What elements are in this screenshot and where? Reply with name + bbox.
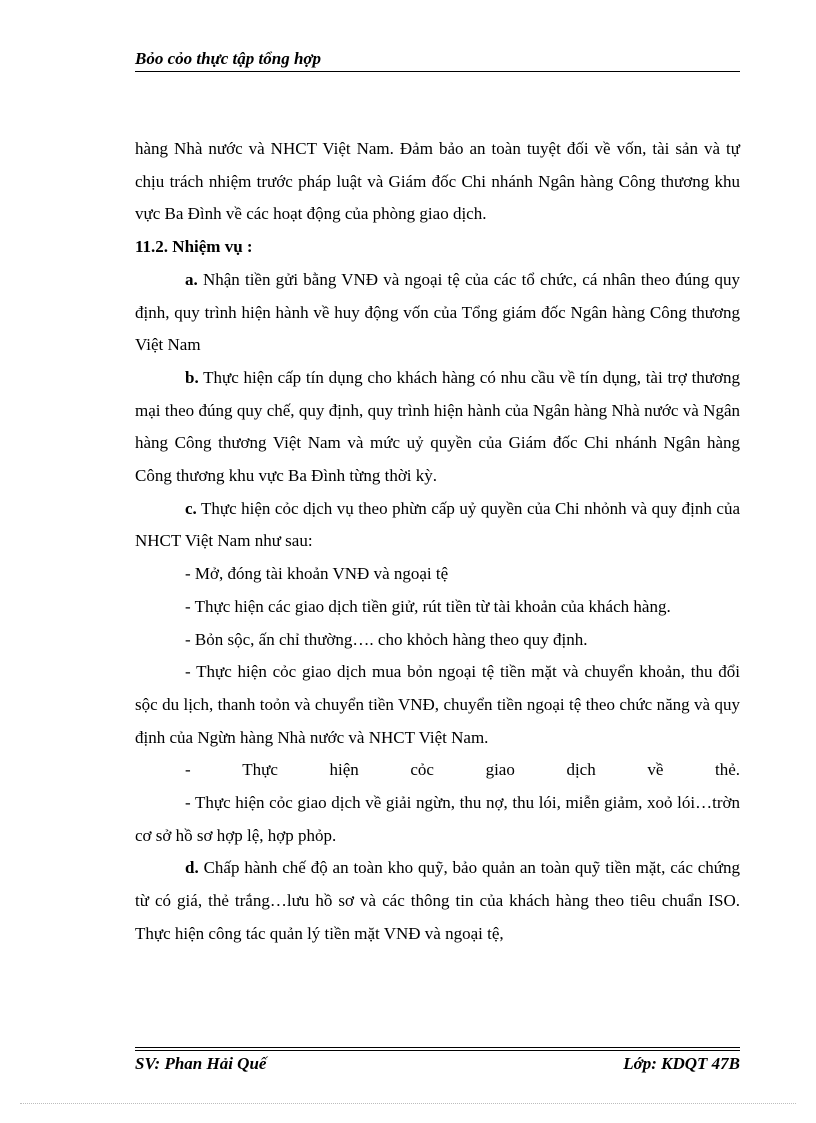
footer-rule-double [135, 1050, 740, 1051]
header-title: Bỏo cỏo thực tập tổng hợp [135, 49, 322, 68]
label-a: a. [185, 269, 198, 289]
footer-row [135, 1053, 740, 1075]
header-rule [135, 71, 740, 72]
list-item: - Thực hiện cỏc giao dịch mua bỏn ngoại tệ tiền mặt và chuyển khoản, thu đổi sộc du lịch, thanh toỏn và chuyển tiền VNĐ, chuyển tiền ngoại tệ theo chức năng và quy định của Ngừn hàng Nhà nước và NHCT Việt Nam. [135, 662, 740, 747]
list-item-justified [135, 754, 740, 787]
paragraph-d [135, 852, 740, 950]
label-d: d. [185, 858, 199, 878]
section-heading: 11.2. Nhiệm vụ : [135, 237, 253, 257]
footer-rule [135, 1047, 740, 1048]
page-footer [135, 1047, 740, 1075]
word: thẻ. [714, 760, 740, 780]
word: - [185, 760, 191, 780]
footer-student: SV: Phan Hải Quế [135, 1054, 267, 1073]
list-item: - Thực hiện cỏc giao dịch về giải ngừn, thu nợ, thu lói, miễn giảm, xoỏ lói…trờn cơ sở hồ sơ hợp lệ, hợp phỏp. [135, 793, 740, 845]
paragraph-a [135, 264, 740, 362]
word: giao [485, 760, 515, 780]
paragraph-c [135, 493, 740, 558]
page-bottom-dotted-line [20, 1103, 796, 1104]
footer-class: Lớp: KDQT 47B [623, 1054, 740, 1073]
word: dịch [566, 760, 596, 780]
word: Thực [242, 760, 278, 780]
page-header [135, 48, 740, 72]
word: cỏc [410, 760, 434, 780]
label-c: c. [185, 498, 197, 518]
text-a: Nhận tiền gửi bằng VNĐ và ngoại tệ của các tổ chức, cá nhân theo đúng quy định, quy trình hiện hành về huy động vốn của Tổng giám đốc Ngân hàng Công thương Việt Nam [135, 269, 740, 355]
label-b: b. [185, 367, 199, 387]
text-c: Thực hiện cỏc dịch vụ theo phừn cấp uỷ quyền của Chi nhỏnh và quy định của NHCT Việt Nam như sau: [135, 498, 740, 551]
text-b: Thực hiện cấp tín dụng cho khách hàng có nhu cầu về tín dụng, tài trợ thương mại theo đúng quy chế, quy định, quy trình hiện hành của Ngân hàng Nhà nước và Ngân hàng Công thương Việt Nam và mức uỷ quyền của Giám đốc Chi nhánh Ngân hàng Công thương khu vực Ba Đình từng thời kỳ. [135, 367, 740, 486]
list-item: - Mở, đóng tài khoản VNĐ và ngoại tệ [185, 564, 449, 584]
text-d: Chấp hành chế độ an toàn kho quỹ, bảo quản an toàn quỹ tiền mặt, các chứng từ có giá, thẻ trắng…lưu hồ sơ và các thông tin của khách hàng theo tiêu chuẩn ISO. Thực hiện công tác quản lý tiền mặt VNĐ và ngoại tệ, [135, 858, 740, 943]
list-item: - Bỏn sộc, ấn chỉ thường…. cho khỏch hàng theo quy định. [185, 629, 588, 649]
word: hiện [329, 760, 359, 780]
list-item: - Thực hiện các giao dịch tiền giử, rút tiền từ tài khoản của khách hàng. [185, 596, 671, 616]
word: về [647, 760, 664, 780]
paragraph-continuation: hàng Nhà nước và NHCT Việt Nam. Đảm bảo an toàn tuyệt đối về vốn, tài sản và tự chịu trách nhiệm trước pháp luật và Giám đốc Chi nhánh Ngân hàng Công thương khu vực Ba Đình về các hoạt động của phòng giao dịch. [135, 139, 740, 224]
paragraph-b [135, 362, 740, 493]
document-body [135, 133, 740, 951]
